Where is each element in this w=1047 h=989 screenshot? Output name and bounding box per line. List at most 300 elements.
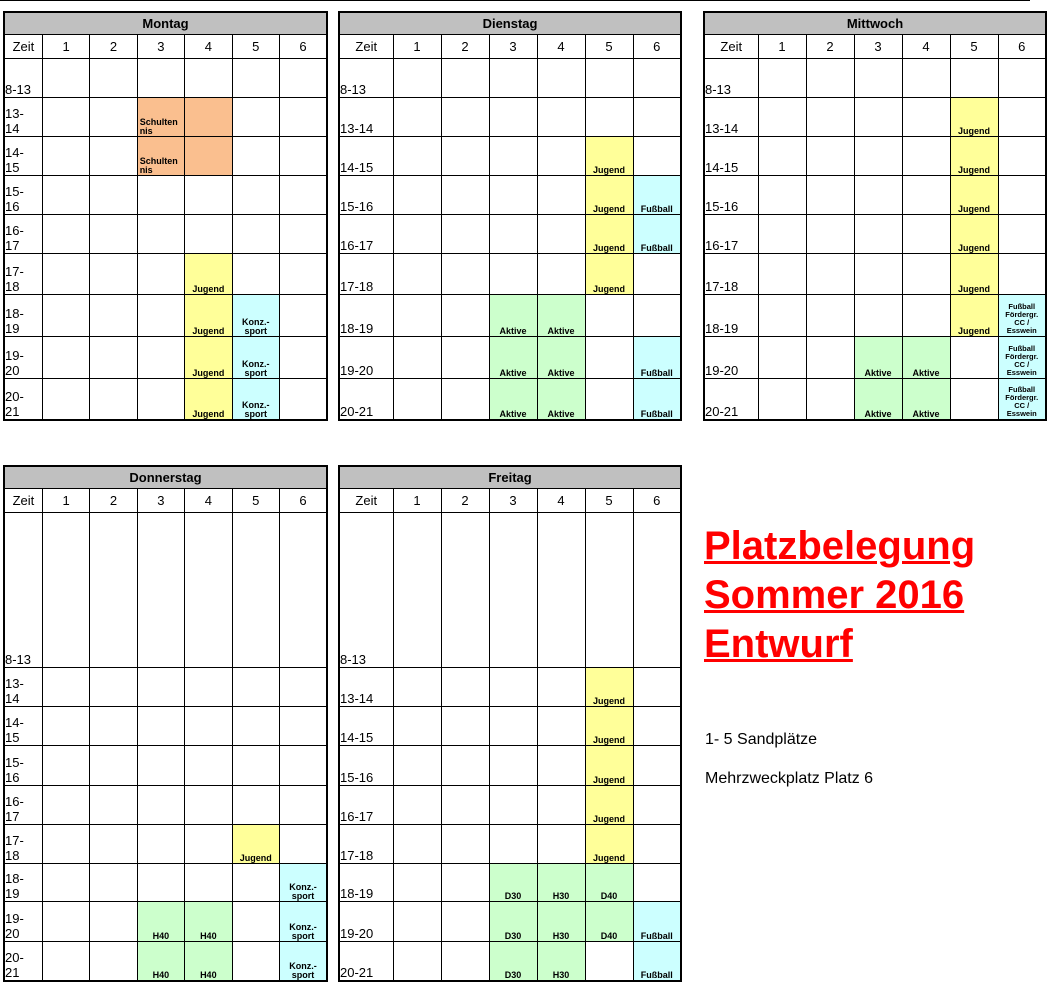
booking-cell: Jugend xyxy=(950,295,998,337)
empty-cell xyxy=(902,137,950,176)
empty-cell xyxy=(90,98,137,137)
column-header-platz-4: 4 xyxy=(902,35,950,59)
booking-cell: Konz.- sport xyxy=(232,337,279,379)
title-line-3: Entwurf xyxy=(704,622,853,666)
empty-cell xyxy=(441,254,489,295)
column-header-platz-5: 5 xyxy=(950,35,998,59)
booking-cell: Jugend xyxy=(950,137,998,176)
empty-cell xyxy=(854,254,902,295)
empty-cell xyxy=(441,137,489,176)
day-name: Donnerstag xyxy=(4,466,327,489)
empty-cell xyxy=(232,137,279,176)
booking-cell: Aktive xyxy=(489,295,537,337)
empty-cell xyxy=(90,864,137,902)
time-slot-label: 13-14 xyxy=(339,668,393,707)
empty-cell xyxy=(758,254,806,295)
empty-cell xyxy=(90,337,137,379)
empty-cell xyxy=(393,746,441,786)
column-header-platz-4: 4 xyxy=(185,489,232,513)
time-slot-label: 17-18 xyxy=(704,254,758,295)
empty-cell xyxy=(902,295,950,337)
column-header-platz-2: 2 xyxy=(441,35,489,59)
note-sandplaetze: 1- 5 Sandplätze xyxy=(705,731,818,748)
column-header-platz-5: 5 xyxy=(585,489,633,513)
booking-cell: H30 xyxy=(537,942,585,981)
empty-cell xyxy=(137,176,184,215)
column-header-zeit: Zeit xyxy=(704,35,758,59)
empty-cell xyxy=(441,295,489,337)
table-row xyxy=(704,137,1046,176)
booking-cell: Jugend xyxy=(585,137,633,176)
empty-cell xyxy=(441,825,489,864)
time-slot-label: 13-14 xyxy=(339,98,393,137)
empty-cell xyxy=(90,137,137,176)
schedule-dienstag xyxy=(338,11,682,421)
empty-cell xyxy=(90,176,137,215)
empty-cell xyxy=(393,215,441,254)
table-row xyxy=(4,337,327,379)
empty-cell xyxy=(137,379,184,420)
empty-cell xyxy=(90,825,137,864)
empty-cell xyxy=(90,942,137,981)
table-row xyxy=(4,137,327,176)
column-header-platz-6: 6 xyxy=(279,35,327,59)
empty-cell xyxy=(279,513,327,668)
booking-cell: Aktive xyxy=(537,379,585,420)
column-header-platz-2: 2 xyxy=(806,35,854,59)
booking-cell: D30 xyxy=(489,902,537,942)
empty-cell xyxy=(633,295,681,337)
empty-cell xyxy=(42,513,89,668)
table-row xyxy=(339,668,681,707)
empty-cell xyxy=(393,902,441,942)
booking-cell: H40 xyxy=(185,942,232,981)
empty-cell xyxy=(393,98,441,137)
booking-cell: H30 xyxy=(537,864,585,902)
table-row xyxy=(4,98,327,137)
table-row xyxy=(704,98,1046,137)
empty-cell xyxy=(232,98,279,137)
booking-cell: D40 xyxy=(585,902,633,942)
booking-cell: Fußball Fördergr. CC / Esswein xyxy=(998,379,1046,420)
empty-cell xyxy=(998,176,1046,215)
table-row xyxy=(339,513,681,668)
booking-cell: Schulten nis xyxy=(137,137,184,176)
table-row xyxy=(339,379,681,420)
column-header-platz-1: 1 xyxy=(42,35,89,59)
empty-cell xyxy=(393,864,441,902)
empty-cell xyxy=(393,337,441,379)
schedule-montag xyxy=(3,11,328,421)
empty-cell xyxy=(489,746,537,786)
empty-cell xyxy=(633,668,681,707)
booking-cell: Aktive xyxy=(489,379,537,420)
day-name: Dienstag xyxy=(339,12,681,35)
time-slot-label: 19-20 xyxy=(339,337,393,379)
empty-cell xyxy=(42,746,89,786)
column-header-platz-2: 2 xyxy=(441,489,489,513)
empty-cell xyxy=(232,902,279,942)
table-row xyxy=(339,59,681,98)
empty-cell xyxy=(232,707,279,746)
empty-cell xyxy=(806,98,854,137)
empty-cell xyxy=(758,379,806,420)
empty-cell xyxy=(950,337,998,379)
empty-cell xyxy=(441,942,489,981)
booking-cell: Konz.- sport xyxy=(232,379,279,420)
time-slot-label: 15- 16 xyxy=(4,746,42,786)
booking-cell: Jugend xyxy=(585,746,633,786)
empty-cell xyxy=(90,215,137,254)
booking-cell: Jugend xyxy=(585,786,633,825)
empty-cell xyxy=(806,215,854,254)
column-header-platz-3: 3 xyxy=(489,35,537,59)
empty-cell xyxy=(232,215,279,254)
empty-cell xyxy=(489,215,537,254)
empty-cell xyxy=(537,668,585,707)
empty-cell xyxy=(633,98,681,137)
table-row xyxy=(339,137,681,176)
booking-cell: H40 xyxy=(137,902,184,942)
empty-cell xyxy=(393,295,441,337)
table-row xyxy=(704,215,1046,254)
empty-cell xyxy=(633,707,681,746)
empty-cell xyxy=(42,942,89,981)
booking-cell: Aktive xyxy=(537,337,585,379)
empty-cell xyxy=(42,864,89,902)
booking-cell: Jugend xyxy=(585,668,633,707)
empty-cell xyxy=(441,902,489,942)
time-slot-label: 15-16 xyxy=(339,176,393,215)
empty-cell xyxy=(633,825,681,864)
empty-cell xyxy=(279,825,327,864)
table-row xyxy=(339,254,681,295)
empty-cell xyxy=(854,98,902,137)
time-slot-label: 8-13 xyxy=(704,59,758,98)
booking-cell: Jugend xyxy=(185,295,232,337)
table-row xyxy=(704,59,1046,98)
empty-cell xyxy=(90,295,137,337)
empty-cell xyxy=(279,254,327,295)
empty-cell xyxy=(185,59,232,98)
empty-cell xyxy=(633,746,681,786)
column-header-platz-4: 4 xyxy=(537,489,585,513)
empty-cell xyxy=(279,746,327,786)
empty-cell xyxy=(185,668,232,707)
empty-cell xyxy=(393,942,441,981)
empty-cell xyxy=(393,59,441,98)
time-slot-label: 18- 19 xyxy=(4,295,42,337)
empty-cell xyxy=(633,786,681,825)
day-name: Montag xyxy=(4,12,327,35)
table-row xyxy=(339,902,681,942)
column-header-zeit: Zeit xyxy=(4,35,42,59)
booking-cell: Jugend xyxy=(585,176,633,215)
empty-cell xyxy=(279,295,327,337)
empty-cell xyxy=(758,98,806,137)
empty-cell xyxy=(185,707,232,746)
booking-cell: D30 xyxy=(489,942,537,981)
empty-cell xyxy=(537,176,585,215)
booking-cell: Aktive xyxy=(489,337,537,379)
time-slot-label: 14-15 xyxy=(339,137,393,176)
column-header-platz-2: 2 xyxy=(90,489,137,513)
time-slot-label: 17- 18 xyxy=(4,254,42,295)
column-header-platz-1: 1 xyxy=(393,489,441,513)
empty-cell xyxy=(137,786,184,825)
table-row xyxy=(339,825,681,864)
table-row xyxy=(704,176,1046,215)
column-header-platz-6: 6 xyxy=(633,489,681,513)
empty-cell xyxy=(279,176,327,215)
schedule-donnerstag xyxy=(3,465,328,982)
table-row xyxy=(4,707,327,746)
table-row xyxy=(339,295,681,337)
empty-cell xyxy=(232,746,279,786)
empty-cell xyxy=(758,137,806,176)
column-header-platz-3: 3 xyxy=(489,489,537,513)
empty-cell xyxy=(279,215,327,254)
table-row xyxy=(4,942,327,981)
empty-cell xyxy=(489,98,537,137)
empty-cell xyxy=(806,137,854,176)
empty-cell xyxy=(42,137,89,176)
time-slot-label: 19- 20 xyxy=(4,902,42,942)
empty-cell xyxy=(441,668,489,707)
empty-cell xyxy=(489,176,537,215)
empty-cell xyxy=(489,137,537,176)
empty-cell xyxy=(854,176,902,215)
booking-cell: Jugend xyxy=(950,176,998,215)
empty-cell xyxy=(279,668,327,707)
table-row xyxy=(704,254,1046,295)
empty-cell xyxy=(441,379,489,420)
empty-cell xyxy=(90,254,137,295)
column-header-platz-4: 4 xyxy=(185,35,232,59)
time-slot-label: 8-13 xyxy=(4,513,42,668)
booking-cell: Aktive xyxy=(537,295,585,337)
empty-cell xyxy=(42,59,89,98)
booking-cell: Konz.- sport xyxy=(279,942,327,981)
time-slot-label: 16- 17 xyxy=(4,215,42,254)
empty-cell xyxy=(232,513,279,668)
time-slot-label: 18-19 xyxy=(339,864,393,902)
booking-cell: Schulten nis xyxy=(137,98,184,137)
time-slot-label: 20- 21 xyxy=(4,379,42,420)
empty-cell xyxy=(137,337,184,379)
time-slot-label: 18- 19 xyxy=(4,864,42,902)
empty-cell xyxy=(489,59,537,98)
empty-cell xyxy=(585,98,633,137)
empty-cell xyxy=(633,59,681,98)
booking-cell: Jugend xyxy=(585,215,633,254)
empty-cell xyxy=(393,379,441,420)
empty-cell xyxy=(998,137,1046,176)
table-row xyxy=(4,513,327,668)
empty-cell xyxy=(393,668,441,707)
empty-cell xyxy=(137,59,184,98)
empty-cell xyxy=(232,59,279,98)
empty-cell xyxy=(279,137,327,176)
time-slot-label: 13- 14 xyxy=(4,668,42,707)
table-row xyxy=(4,59,327,98)
empty-cell xyxy=(537,254,585,295)
empty-cell xyxy=(854,295,902,337)
empty-cell xyxy=(806,59,854,98)
empty-cell xyxy=(90,59,137,98)
empty-cell xyxy=(232,942,279,981)
empty-cell xyxy=(633,864,681,902)
empty-cell xyxy=(137,668,184,707)
table-row xyxy=(4,176,327,215)
time-slot-label: 16-17 xyxy=(704,215,758,254)
time-slot-label: 17-18 xyxy=(339,254,393,295)
time-slot-label: 20-21 xyxy=(339,942,393,981)
table-row xyxy=(339,864,681,902)
empty-cell xyxy=(585,337,633,379)
time-slot-label: 13-14 xyxy=(704,98,758,137)
empty-cell xyxy=(806,337,854,379)
table-row xyxy=(339,942,681,981)
empty-cell xyxy=(441,707,489,746)
empty-cell xyxy=(441,176,489,215)
booking-cell: Konz.- sport xyxy=(279,864,327,902)
empty-cell xyxy=(441,746,489,786)
empty-cell xyxy=(90,513,137,668)
empty-cell xyxy=(393,176,441,215)
time-slot-label: 15- 16 xyxy=(4,176,42,215)
empty-cell xyxy=(185,513,232,668)
column-header-platz-1: 1 xyxy=(42,489,89,513)
empty-cell xyxy=(42,379,89,420)
booking-cell xyxy=(185,98,232,137)
empty-cell xyxy=(489,825,537,864)
empty-cell xyxy=(998,215,1046,254)
column-header-platz-5: 5 xyxy=(232,489,279,513)
empty-cell xyxy=(633,254,681,295)
table-row xyxy=(4,215,327,254)
empty-cell xyxy=(441,215,489,254)
empty-cell xyxy=(585,379,633,420)
empty-cell xyxy=(42,215,89,254)
time-slot-label: 17-18 xyxy=(339,825,393,864)
empty-cell xyxy=(393,707,441,746)
empty-cell xyxy=(279,786,327,825)
table-row xyxy=(339,176,681,215)
booking-cell xyxy=(185,137,232,176)
schedule-mittwoch xyxy=(703,11,1047,421)
booking-cell: Fußball Fördergr. CC / Esswein xyxy=(998,295,1046,337)
empty-cell xyxy=(441,337,489,379)
time-slot-label: 20-21 xyxy=(339,379,393,420)
empty-cell xyxy=(806,176,854,215)
empty-cell xyxy=(537,137,585,176)
booking-cell: Aktive xyxy=(854,379,902,420)
empty-cell xyxy=(441,98,489,137)
empty-cell xyxy=(42,98,89,137)
day-name: Mittwoch xyxy=(704,12,1046,35)
empty-cell xyxy=(537,707,585,746)
note-mehrzweckplatz: Mehrzweckplatz Platz 6 xyxy=(705,770,874,787)
time-slot-label: 16- 17 xyxy=(4,786,42,825)
time-slot-label: 19-20 xyxy=(339,902,393,942)
empty-cell xyxy=(393,254,441,295)
table-row xyxy=(4,786,327,825)
table-row xyxy=(4,254,327,295)
empty-cell xyxy=(854,137,902,176)
empty-cell xyxy=(42,668,89,707)
booking-cell: Fußball xyxy=(633,176,681,215)
column-header-platz-1: 1 xyxy=(758,35,806,59)
empty-cell xyxy=(585,513,633,668)
page-title xyxy=(704,522,975,669)
empty-cell xyxy=(806,254,854,295)
empty-cell xyxy=(806,379,854,420)
time-slot-label: 15-16 xyxy=(704,176,758,215)
empty-cell xyxy=(441,786,489,825)
empty-cell xyxy=(537,746,585,786)
top-rule xyxy=(0,0,1030,1)
booking-cell: Fußball xyxy=(633,902,681,942)
empty-cell xyxy=(232,864,279,902)
time-slot-label: 20-21 xyxy=(704,379,758,420)
table-row xyxy=(4,668,327,707)
empty-cell xyxy=(90,668,137,707)
time-slot-label: 19- 20 xyxy=(4,337,42,379)
empty-cell xyxy=(854,59,902,98)
empty-cell xyxy=(998,59,1046,98)
booking-cell: Jugend xyxy=(585,254,633,295)
column-header-zeit: Zeit xyxy=(4,489,42,513)
booking-cell: Jugend xyxy=(950,98,998,137)
booking-cell: D30 xyxy=(489,864,537,902)
empty-cell xyxy=(232,786,279,825)
booking-cell: D40 xyxy=(585,864,633,902)
empty-cell xyxy=(998,98,1046,137)
empty-cell xyxy=(806,295,854,337)
column-header-platz-6: 6 xyxy=(279,489,327,513)
empty-cell xyxy=(393,786,441,825)
empty-cell xyxy=(393,137,441,176)
empty-cell xyxy=(633,137,681,176)
time-slot-label: 13- 14 xyxy=(4,98,42,137)
empty-cell xyxy=(902,98,950,137)
booking-cell: Aktive xyxy=(854,337,902,379)
empty-cell xyxy=(90,746,137,786)
column-header-zeit: Zeit xyxy=(339,35,393,59)
empty-cell xyxy=(279,337,327,379)
empty-cell xyxy=(902,254,950,295)
column-header-platz-5: 5 xyxy=(585,35,633,59)
table-row xyxy=(339,707,681,746)
title-line-2: Sommer 2016 xyxy=(704,573,965,617)
column-header-platz-1: 1 xyxy=(393,35,441,59)
table-row xyxy=(339,215,681,254)
empty-cell xyxy=(537,59,585,98)
booking-cell: H30 xyxy=(537,902,585,942)
empty-cell xyxy=(441,513,489,668)
empty-cell xyxy=(90,707,137,746)
empty-cell xyxy=(585,942,633,981)
empty-cell xyxy=(902,215,950,254)
table-row xyxy=(4,295,327,337)
empty-cell xyxy=(537,786,585,825)
empty-cell xyxy=(185,176,232,215)
empty-cell xyxy=(441,864,489,902)
booking-cell: Jugend xyxy=(232,825,279,864)
column-header-platz-4: 4 xyxy=(537,35,585,59)
empty-cell xyxy=(185,825,232,864)
